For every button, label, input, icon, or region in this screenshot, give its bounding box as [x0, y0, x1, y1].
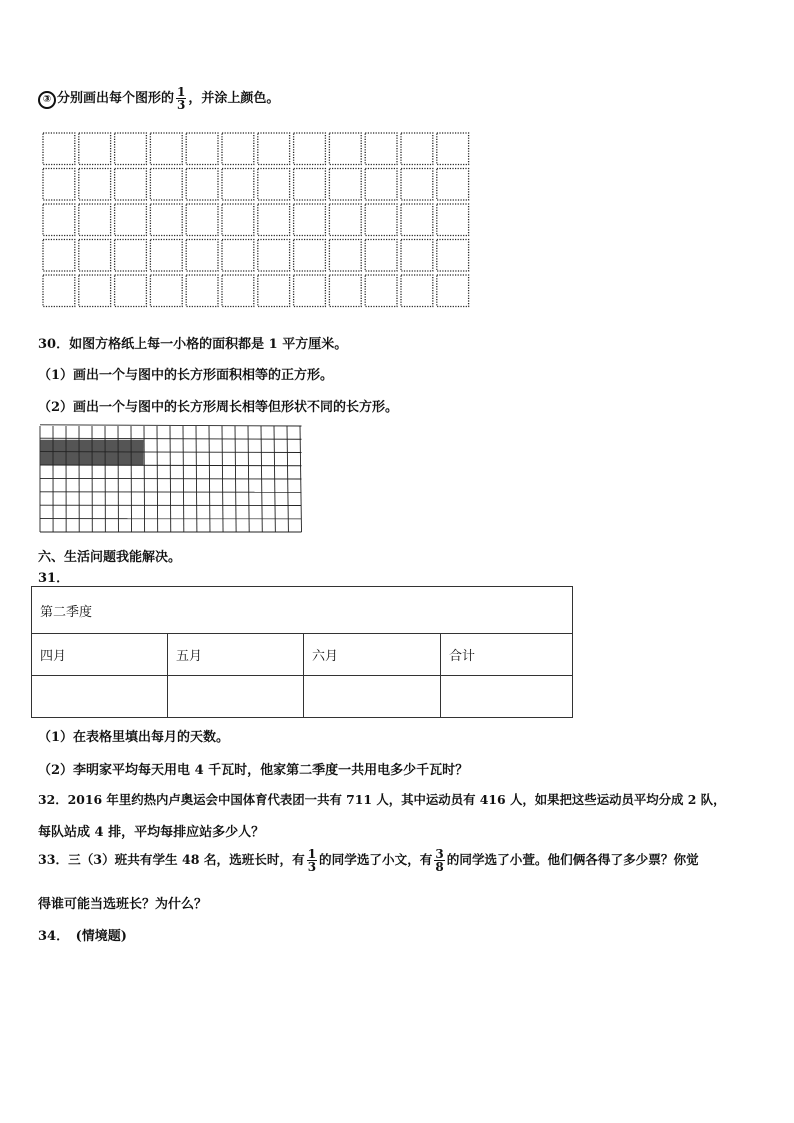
q30-sub1: （1）画出一个与图中的长方形面积相等的正方形。 — [38, 368, 334, 383]
q33-part3: 的同学选了小萱。他们俩各得了多少票？你觉 — [446, 852, 699, 867]
fraction-numerator: 3 — [435, 847, 444, 861]
table-header-june: 六月 — [304, 634, 441, 676]
dotted-cell[interactable] — [365, 169, 397, 201]
dotted-cell[interactable] — [222, 240, 254, 272]
dotted-cell[interactable] — [222, 204, 254, 236]
dotted-cell[interactable] — [437, 240, 469, 272]
dotted-cell[interactable] — [258, 204, 290, 236]
circled-number: ③ — [38, 91, 56, 109]
dotted-cell[interactable] — [365, 204, 397, 236]
q31-number: 31． — [38, 571, 70, 586]
dotted-drawing-grid[interactable] — [40, 128, 476, 314]
fraction-numerator: 1 — [307, 847, 317, 861]
q30-sub2: （2）画出一个与图中的长方形周长相等但形状不同的长方形。 — [38, 400, 399, 415]
dotted-cell[interactable] — [437, 169, 469, 201]
dotted-cell[interactable] — [43, 169, 75, 201]
dotted-cell[interactable] — [258, 169, 290, 201]
dotted-cell[interactable] — [79, 275, 111, 307]
fraction-one-third — [176, 86, 186, 111]
dotted-cell[interactable] — [401, 240, 433, 272]
grid-line-horizontal — [40, 478, 302, 479]
table-header-may: 五月 — [168, 634, 304, 676]
table-header-april: 四月 — [32, 634, 168, 676]
dotted-cell[interactable] — [150, 133, 182, 165]
dotted-cell[interactable] — [437, 275, 469, 307]
table-cell-total[interactable] — [441, 676, 573, 718]
dotted-cell[interactable] — [222, 133, 254, 165]
fraction-denominator: 3 — [177, 98, 186, 112]
dotted-cell[interactable] — [186, 275, 218, 307]
table-caption: 第二季度 — [32, 587, 573, 634]
q32-line1: 32．2016 年里约热内卢奥运会中国体育代表团一共有 711 人，其中运动员有 416 人，如果把这些运动员平均分成 2 队， — [38, 792, 726, 807]
dotted-cell[interactable] — [79, 240, 111, 272]
dotted-cell[interactable] — [150, 275, 182, 307]
dotted-cell[interactable] — [401, 133, 433, 165]
dotted-cell[interactable] — [329, 275, 361, 307]
dotted-cell[interactable] — [43, 240, 75, 272]
season-usage-table — [31, 586, 573, 718]
q33-part1: 33．三（3）班共有学生 48 名，选班长时，有 — [38, 852, 305, 867]
q33-part2: 的同学选了小文，有 — [319, 852, 433, 867]
dotted-cell[interactable] — [150, 204, 182, 236]
fraction-three-eighths — [434, 848, 444, 873]
dotted-cell[interactable] — [294, 275, 326, 307]
dotted-cell[interactable] — [365, 275, 397, 307]
fraction-denominator: 8 — [435, 860, 444, 874]
dotted-cell[interactable] — [365, 133, 397, 165]
dotted-cell[interactable] — [222, 275, 254, 307]
dotted-cell[interactable] — [401, 275, 433, 307]
dotted-cell[interactable] — [401, 169, 433, 201]
dotted-cell[interactable] — [115, 275, 147, 307]
dotted-cell[interactable] — [329, 204, 361, 236]
dotted-cell[interactable] — [294, 169, 326, 201]
table-cell-april[interactable] — [32, 676, 168, 718]
dotted-cell[interactable] — [186, 240, 218, 272]
dotted-cell[interactable] — [150, 169, 182, 201]
dotted-cell[interactable] — [115, 169, 147, 201]
square-grid-paper[interactable] — [38, 423, 304, 535]
q33-line1 — [38, 848, 699, 873]
dotted-cell[interactable] — [150, 240, 182, 272]
fraction-denominator: 3 — [307, 860, 317, 874]
table-cell-may[interactable] — [168, 676, 304, 718]
dotted-cell[interactable] — [43, 204, 75, 236]
dotted-cell[interactable] — [258, 275, 290, 307]
grid-line-horizontal — [40, 425, 302, 426]
q32-line2: 每队站成 4 排，平均每排应站多少人？ — [38, 825, 265, 840]
dotted-cell[interactable] — [115, 240, 147, 272]
q34-title: 34． (情境题) — [38, 929, 127, 944]
dotted-cell[interactable] — [329, 133, 361, 165]
fraction-numerator: 1 — [177, 85, 186, 99]
q31-sub2: （2）李明家平均每天用电 4 千瓦时，他家第二季度一共用电多少千瓦时？ — [38, 763, 469, 778]
dotted-cell[interactable] — [294, 204, 326, 236]
dotted-cell[interactable] — [329, 169, 361, 201]
q30-title: 30．如图方格纸上每一小格的面积都是 1 平方厘米。 — [38, 337, 348, 352]
dotted-cell[interactable] — [79, 204, 111, 236]
q29-text-after: ，并涂上颜色。 — [188, 91, 280, 106]
q31-sub1: （1）在表格里填出每月的天数。 — [38, 730, 230, 745]
dotted-cell[interactable] — [222, 169, 254, 201]
dotted-cell[interactable] — [258, 240, 290, 272]
q29-text-before: 分别画出每个图形的 — [57, 91, 175, 106]
dotted-cell[interactable] — [115, 204, 147, 236]
dotted-cell[interactable] — [294, 240, 326, 272]
dotted-cell[interactable] — [115, 133, 147, 165]
dotted-cell[interactable] — [258, 133, 290, 165]
q29-part3-line — [38, 86, 279, 111]
q33-line2: 得谁可能当选班长？为什么？ — [38, 897, 208, 912]
dotted-cell[interactable] — [186, 169, 218, 201]
dotted-cell[interactable] — [186, 204, 218, 236]
dotted-cell[interactable] — [43, 275, 75, 307]
table-cell-june[interactable] — [304, 676, 441, 718]
dotted-cell[interactable] — [437, 204, 469, 236]
dotted-cell[interactable] — [79, 169, 111, 201]
dotted-cell[interactable] — [329, 240, 361, 272]
dotted-cell[interactable] — [79, 133, 111, 165]
dotted-cell[interactable] — [401, 204, 433, 236]
dotted-cell[interactable] — [43, 133, 75, 165]
fraction-one-third — [307, 848, 317, 873]
dotted-cell[interactable] — [437, 133, 469, 165]
dotted-cell[interactable] — [365, 240, 397, 272]
table-header-total: 合计 — [441, 634, 573, 676]
dotted-cell[interactable] — [186, 133, 218, 165]
section-6-title: 六、生活问题我能解决。 — [38, 550, 182, 565]
dotted-cell[interactable] — [294, 133, 326, 165]
